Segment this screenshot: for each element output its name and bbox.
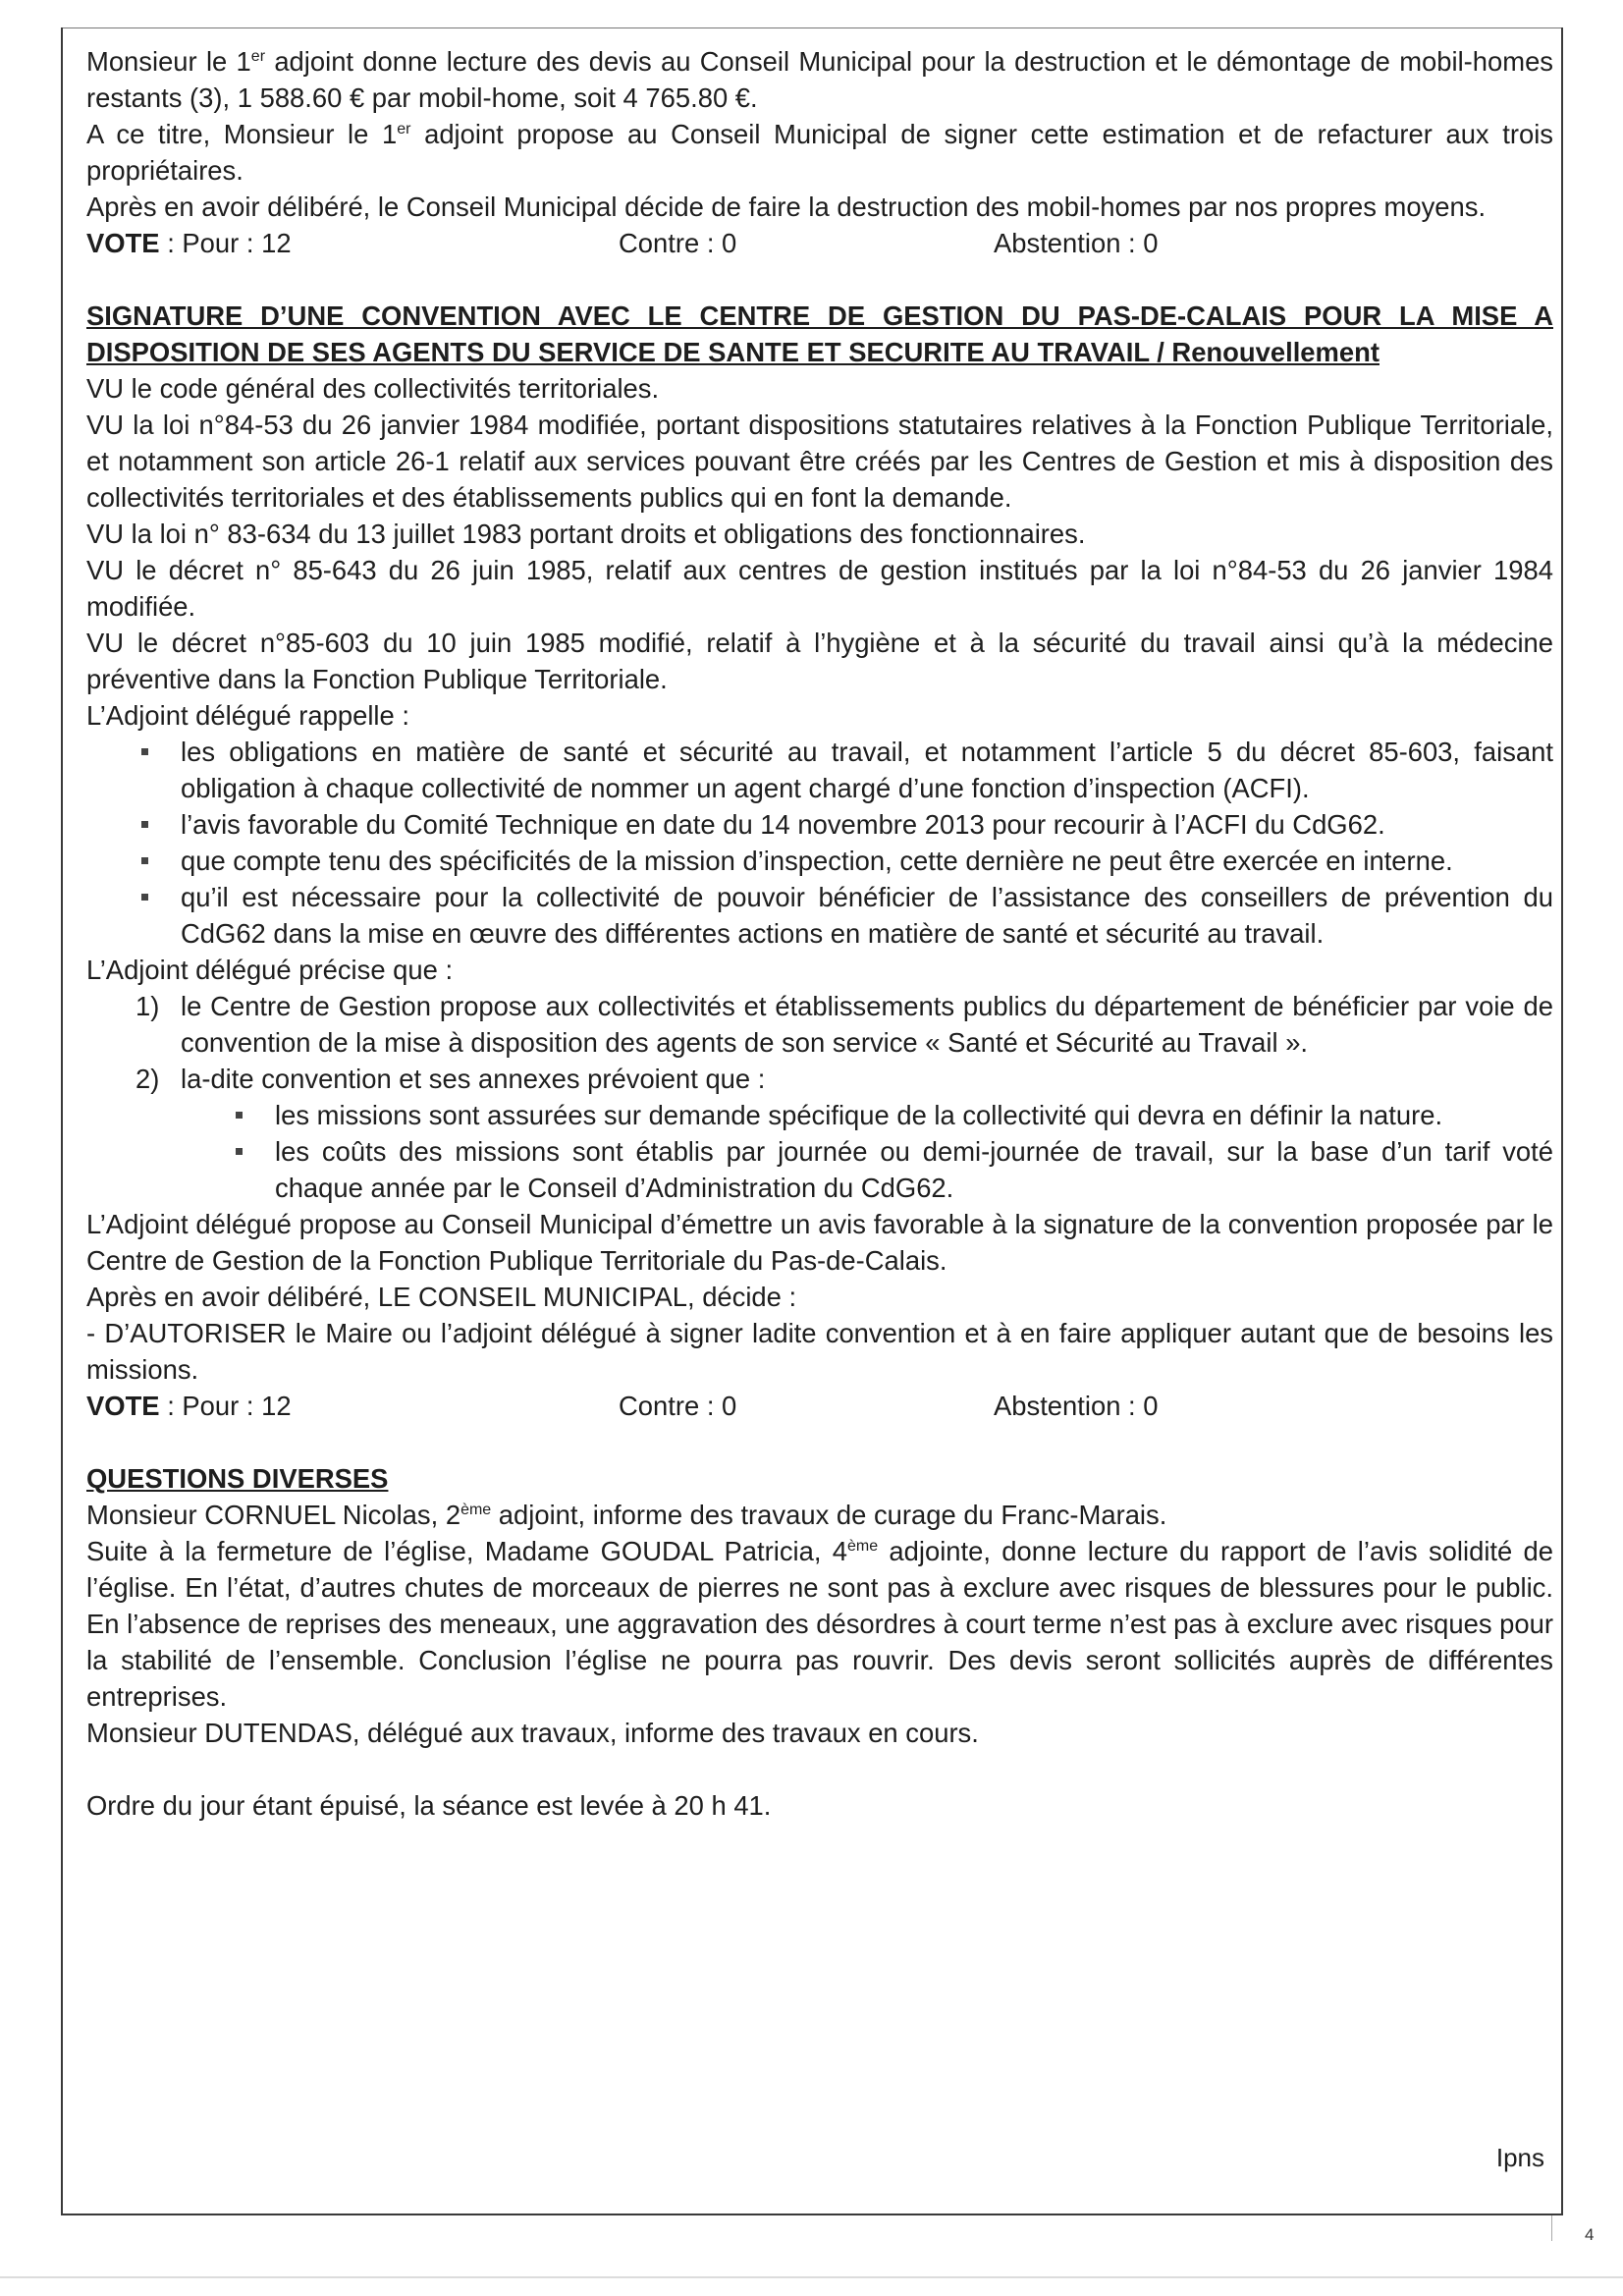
paragraph-propose: L’Adjoint délégué propose au Conseil Municipal d’émettre un avis favorable à la signature de la convention proposée par le Centre de Gestion de la Fonction Publique Territoriale du Pas-de-Calais. xyxy=(86,1209,1553,1276)
numbered-item xyxy=(135,1061,1553,1206)
section-heading-convention: SIGNATURE D’UNE CONVENTION AVEC LE CENTRE DE GESTION DU PAS-DE-CALAIS POUR LA MISE A DISPOSITION DE SES AGENTS DU SERVICE DE SANTE ET SECURITE AU TRAVAIL / Renouvellement xyxy=(86,301,1553,367)
vu-line: VU le décret n° 85-643 du 26 juin 1985, relatif aux centres de gestion institués par la loi n°84-53 du 26 janvier 1984 modifiée. xyxy=(86,555,1553,622)
item-text: le Centre de Gestion propose aux collectivités et établissements publics du département de bénéficier par voie de convention de la mise à disposition des agents de son service « Santé et Sécurité au Travail ». xyxy=(181,991,1553,1058)
list-item: qu’il est nécessaire pour la collectivité de pouvoir bénéficier de l’assistance des conseillers de prévention du CdG62 dans la mise en œuvre des différentes actions en matière de santé et sécurité au travail. xyxy=(181,879,1553,952)
vu-line: VU le code général des collectivités territoriales. xyxy=(86,373,660,404)
item-number: 2) xyxy=(135,1064,160,1094)
vu-line: VU la loi n° 83-634 du 13 juillet 1983 portant droits et obligations des fonctionnaires. xyxy=(86,519,1086,549)
paragraph-deliberation-2: Après en avoir délibéré, LE CONSEIL MUNICIPAL, décide : xyxy=(86,1282,797,1312)
sub-list-item: les coûts des missions sont établis par journée ou demi-journée de travail, sur la base d’un tarif voté chaque année par le Conseil d’Administration du CdG62. xyxy=(275,1133,1553,1206)
vote-contre: Contre : 0 xyxy=(619,1391,737,1421)
document-body xyxy=(86,43,1553,1824)
precise-list xyxy=(86,988,1553,1206)
paragraph-cornuel: Monsieur CORNUEL Nicolas, 2ème adjoint, informe des travaux de curage du Franc-Marais. xyxy=(86,1500,1167,1530)
closing-line: Ordre du jour étant épuisé, la séance est levée à 20 h 41. xyxy=(86,1790,772,1821)
list-item: que compte tenu des spécificités de la mission d’inspection, cette dernière ne peut être exercée en interne. xyxy=(181,843,1553,879)
rappelle-intro: L’Adjoint délégué rappelle : xyxy=(86,700,409,731)
paragraph-eglise: Suite à la fermeture de l’église, Madame GOUDAL Patricia, 4ème adjointe, donne lecture du rapport de l’avis solidité de l’église. En l’état, d’autres chutes de morceaux de pierres ne sont pas à exclure avec risques de blessures pour le public. En l’absence de reprises des meneaux, une aggravation des désordres à court terme n’est pas à exclure avec risques pour la stabilité de l’ensemble. Conclusion l’église ne pourra pas rouvrir. Des devis seront sollicités auprès de différentes entreprises. xyxy=(86,1536,1553,1712)
rappelle-list xyxy=(86,734,1553,952)
sub-list-item: les missions sont assurées sur demande spécifique de la collectivité qui devra en définir la nature. xyxy=(275,1097,1553,1133)
initials: Ipns xyxy=(1495,2143,1544,2172)
vote-line-2 xyxy=(86,1388,1553,1424)
vu-line: VU le décret n°85-603 du 10 juin 1985 modifié, relatif à l’hygiène et à la sécurité du travail ainsi qu’à la médecine préventive dans la Fonction Publique Territoriale. xyxy=(86,628,1553,694)
precise-intro: L’Adjoint délégué précise que : xyxy=(86,955,454,985)
paragraph-decision: - D’AUTORISER le Maire ou l’adjoint délégué à signer ladite convention et à en faire appliquer autant que de besoins les missions. xyxy=(86,1318,1553,1385)
paragraph-deliberation-1: Après en avoir délibéré, le Conseil Municipal décide de faire la destruction des mobil-homes par nos propres moyens. xyxy=(86,191,1487,222)
item-text: la-dite convention et ses annexes prévoient que : xyxy=(181,1064,766,1094)
page-number: 4 xyxy=(1585,2225,1595,2244)
vote-abstention: Abstention : 0 xyxy=(994,1391,1159,1421)
scan-edge-line xyxy=(0,2276,1623,2278)
vote-pour: : Pour : 12 xyxy=(159,1391,292,1421)
vote-pour: : Pour : 12 xyxy=(159,228,292,258)
vote-abstention: Abstention : 0 xyxy=(994,228,1159,258)
paragraph-refacturer: A ce titre, Monsieur le 1er adjoint propose au Conseil Municipal de signer cette estimation et de refacturer aux trois propriétaires. xyxy=(86,119,1553,186)
vote-contre: Contre : 0 xyxy=(619,228,737,258)
paragraph-dutendas: Monsieur DUTENDAS, délégué aux travaux, informe des travaux en cours. xyxy=(86,1718,979,1748)
list-item: l’avis favorable du Comité Technique en date du 14 novembre 2013 pour recourir à l’ACFI du CdG62. xyxy=(181,806,1553,843)
section-heading-questions: QUESTIONS DIVERSES xyxy=(86,1463,389,1494)
vote-line-1 xyxy=(86,225,1553,261)
margin-tick xyxy=(1551,2215,1552,2241)
vote-label: VOTE xyxy=(86,228,160,258)
vu-line: VU la loi n°84-53 du 26 janvier 1984 modifiée, portant dispositions statutaires relatives à la Fonction Publique Territoriale, et notamment son article 26-1 relatif aux services pouvant être créés par les Centres de Gestion et mis à disposition des collectivités territoriales et des établissements publics qui en font la demande. xyxy=(86,410,1553,513)
item-number: 1) xyxy=(135,991,160,1021)
list-item: les obligations en matière de santé et sécurité au travail, et notamment l’article 5 du décret 85-603, faisant obligation à chaque collectivité de nommer un agent chargé d’une fonction d’inspection (ACFI). xyxy=(181,734,1553,806)
vote-label: VOTE xyxy=(86,1391,160,1421)
paragraph-devis: Monsieur le 1er adjoint donne lecture des devis au Conseil Municipal pour la destruction et le démontage de mobil-homes restants (3), 1 588.60 € par mobil-home, soit 4 765.80 €. xyxy=(86,46,1553,113)
numbered-item xyxy=(135,988,1553,1061)
sub-list xyxy=(181,1097,1553,1206)
